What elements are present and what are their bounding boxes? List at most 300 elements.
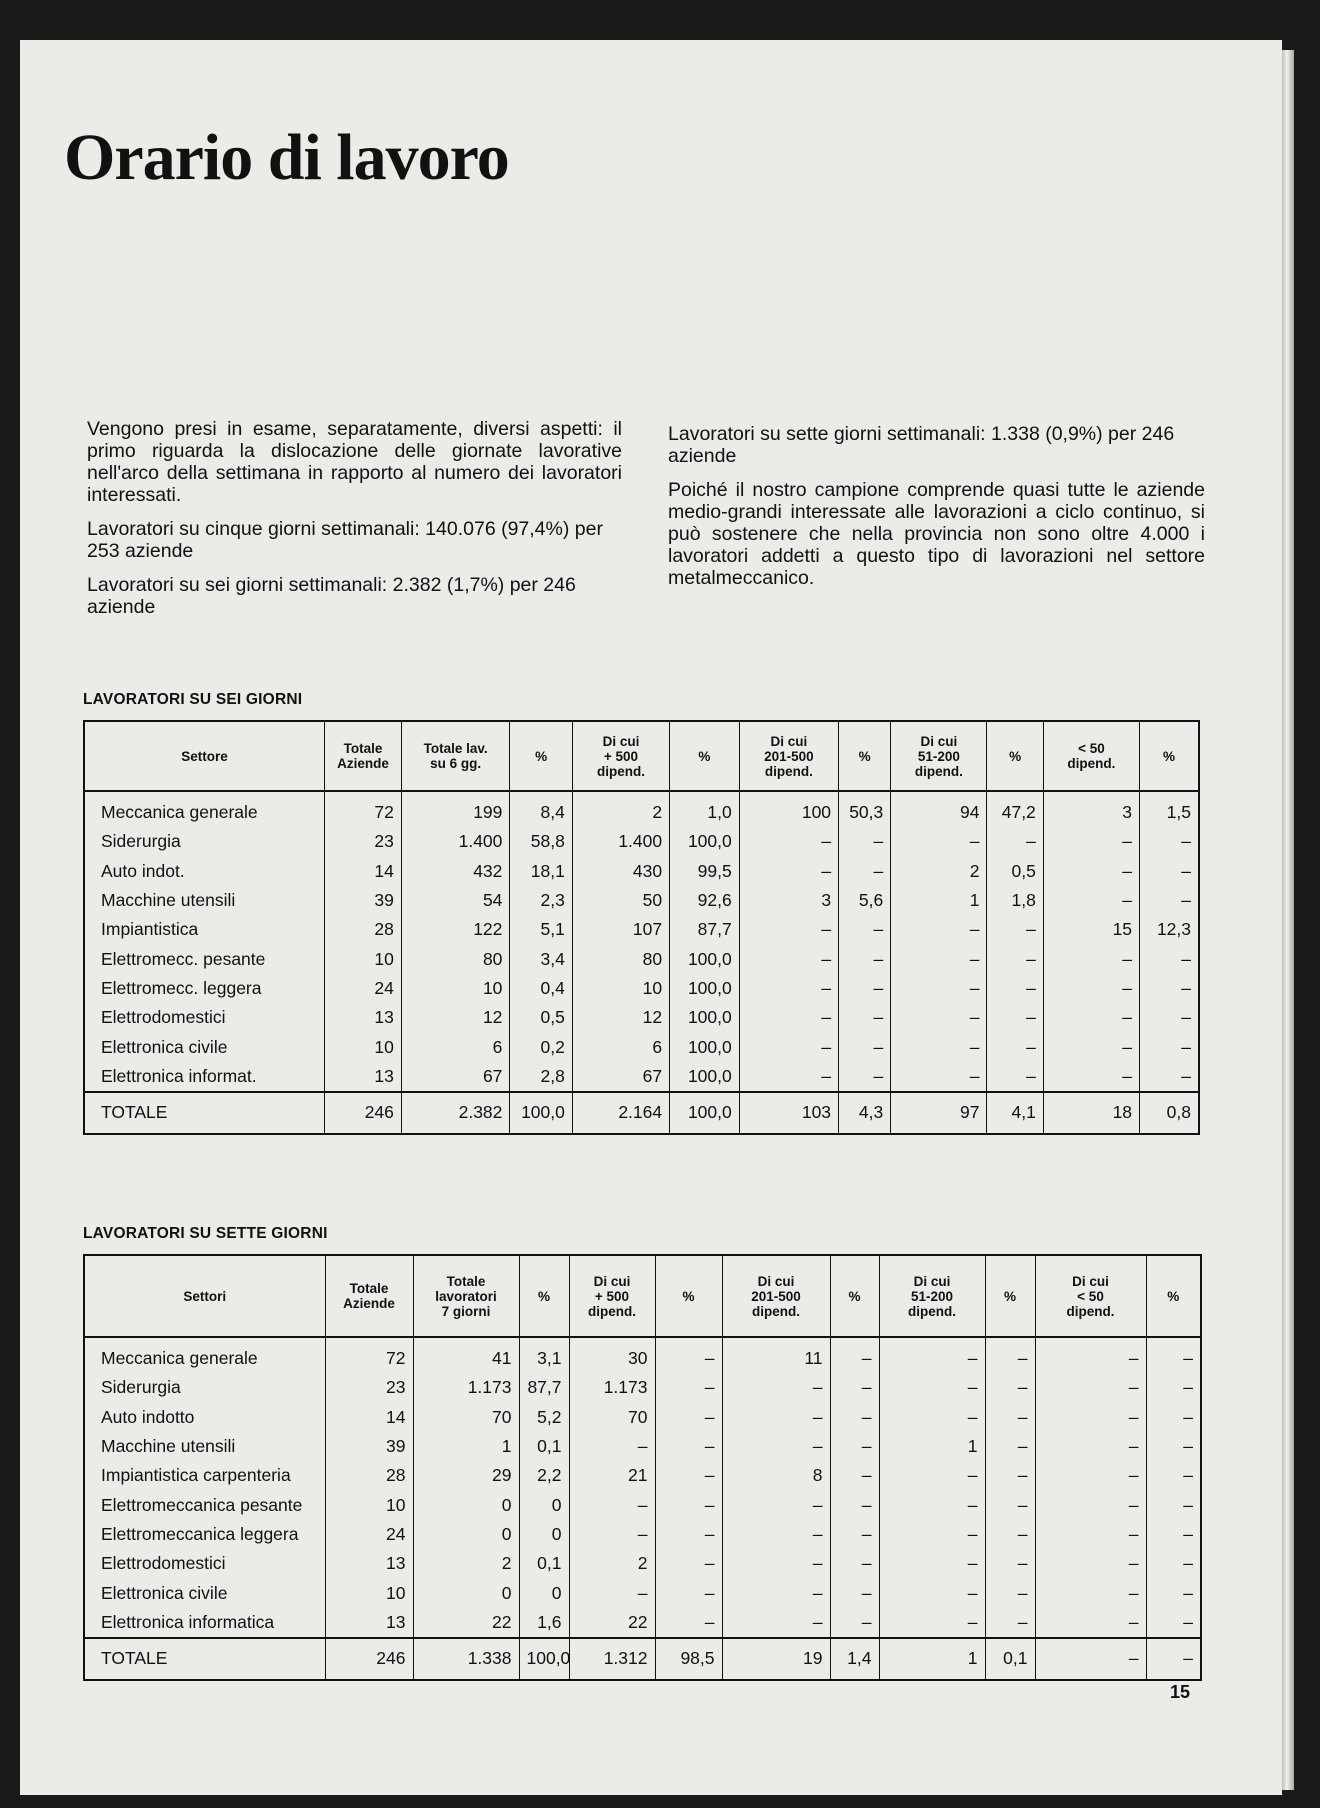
total-cell: –: [1146, 1638, 1201, 1680]
table-cell: 0,1: [519, 1432, 569, 1461]
table-row: [84, 1549, 1201, 1578]
table-row: [84, 886, 1199, 915]
seven-days-paragraph: Lavoratori su sette giorni settimanali: 1.338 (0,9%) per 246 aziende: [668, 423, 1175, 467]
column-header: %: [830, 1255, 879, 1337]
total-cell: 18: [1043, 1092, 1139, 1134]
table-row: [84, 974, 1199, 1003]
total-cell: 1,4: [830, 1638, 879, 1680]
row-label: Elettronica informat.: [101, 1065, 257, 1086]
table-cell: –: [739, 974, 838, 1003]
table-cell: –: [1146, 1403, 1201, 1432]
table-cell: 3,4: [510, 944, 572, 973]
table-cell: 67: [401, 1062, 510, 1092]
table-cell: –: [1146, 1549, 1201, 1578]
table-cell: –: [879, 1490, 985, 1519]
five-days-paragraph: Lavoratori su cinque giorni settimanali: 140.076 (97,4%) per 253 aziende: [87, 518, 603, 562]
table-seven-days: [83, 1254, 1202, 1681]
row-label: Meccanica generale: [101, 802, 258, 823]
total-row: [84, 1092, 1199, 1134]
table-cell: –: [569, 1520, 655, 1549]
column-header: Totale Aziende: [325, 721, 402, 791]
table-cell: 30: [569, 1337, 655, 1373]
table-cell: –: [891, 827, 987, 856]
table-row: [84, 915, 1199, 944]
row-label: Siderurgia: [101, 1377, 181, 1398]
table-cell: –: [1146, 1608, 1201, 1638]
row-label: Meccanica generale: [101, 1348, 258, 1369]
table-cell: 13: [325, 1062, 402, 1092]
table-cell: 2,8: [510, 1062, 572, 1092]
table-cell: –: [722, 1403, 830, 1432]
table-cell: –: [1043, 886, 1139, 915]
column-header: Totale Aziende: [325, 1255, 413, 1337]
table-cell: 72: [325, 791, 402, 827]
table-cell: 70: [569, 1403, 655, 1432]
table-cell: –: [830, 1578, 879, 1607]
table-cell: –: [1035, 1373, 1146, 1402]
table-cell: 54: [401, 886, 510, 915]
table-cell: –: [722, 1578, 830, 1607]
table-cell: –: [839, 915, 891, 944]
total-cell: 2.164: [572, 1092, 669, 1134]
table-cell: –: [655, 1337, 722, 1373]
table-row: [84, 827, 1199, 856]
table-six-days-caption: LAVORATORI SU SEI GIORNI: [83, 691, 303, 708]
table-cell: –: [987, 827, 1043, 856]
column-header: %: [839, 721, 891, 791]
table-cell: –: [985, 1337, 1035, 1373]
table-row: [84, 1003, 1199, 1032]
table-row: [84, 1608, 1201, 1638]
table-cell: 0: [413, 1490, 519, 1519]
table-cell: 0,5: [987, 857, 1043, 886]
table-cell: 28: [325, 915, 402, 944]
table-cell: 41: [413, 1337, 519, 1373]
six-days-paragraph: Lavoratori su sei giorni settimanali: 2.382 (1,7%) per 246 aziende: [87, 574, 576, 618]
table-cell: –: [722, 1520, 830, 1549]
table-cell: –: [879, 1403, 985, 1432]
table-cell: 0: [413, 1578, 519, 1607]
table-cell: 1: [891, 886, 987, 915]
table-cell: –: [985, 1461, 1035, 1490]
table-cell: 58,8: [510, 827, 572, 856]
table-cell: 0,5: [510, 1003, 572, 1032]
table-cell: 94: [891, 791, 987, 827]
table-cell: –: [891, 974, 987, 1003]
page-number: 15: [1170, 1682, 1191, 1702]
table-cell: 18,1: [510, 857, 572, 886]
column-header: Totale lavoratori 7 giorni: [413, 1255, 519, 1337]
table-cell: 10: [401, 974, 510, 1003]
left-column: [87, 418, 622, 630]
table-cell: 12: [401, 1003, 510, 1032]
row-label: Auto indot.: [101, 860, 185, 881]
total-cell: 19: [722, 1638, 830, 1680]
table-cell: 22: [413, 1608, 519, 1638]
table-cell: 11: [722, 1337, 830, 1373]
table-cell: 1.173: [569, 1373, 655, 1402]
table-cell: –: [830, 1373, 879, 1402]
table-cell: 2: [572, 791, 669, 827]
table-cell: –: [1146, 1461, 1201, 1490]
row-label: Elettromeccanica leggera: [101, 1523, 299, 1544]
table-cell: –: [879, 1520, 985, 1549]
table-cell: 14: [325, 1403, 413, 1432]
table-cell: 430: [572, 857, 669, 886]
table-cell: 6: [401, 1032, 510, 1061]
total-cell: 100,0: [519, 1638, 569, 1680]
table-cell: –: [891, 915, 987, 944]
row-label: Macchine utensili: [101, 890, 236, 911]
table-cell: –: [891, 1032, 987, 1061]
table-cell: 39: [325, 886, 402, 915]
table-cell: –: [655, 1520, 722, 1549]
table-cell: 29: [413, 1461, 519, 1490]
table-cell: –: [722, 1549, 830, 1578]
table-cell: 0,1: [519, 1549, 569, 1578]
table-six-days: [83, 720, 1200, 1135]
table-cell: 6: [572, 1032, 669, 1061]
table-cell: 0: [413, 1520, 519, 1549]
row-label: Elettrodomestici: [101, 1553, 226, 1574]
intro-paragraph: Vengono presi in esame, separatamente, diversi aspetti: il primo riguarda la dislocazione delle giornate lavorative nell'arco della settimana in rapporto al numero dei lavoratori interessati.: [87, 418, 622, 506]
table-cell: –: [891, 1003, 987, 1032]
table-cell: 22: [569, 1608, 655, 1638]
table-cell: 80: [572, 944, 669, 973]
table-cell: 3: [739, 886, 838, 915]
column-header: %: [987, 721, 1043, 791]
table-cell: 24: [325, 1520, 413, 1549]
table-cell: 2: [413, 1549, 519, 1578]
column-header: Totale lav. su 6 gg.: [401, 721, 510, 791]
total-label: TOTALE: [84, 1638, 325, 1680]
table-cell: –: [739, 1003, 838, 1032]
column-header: < 50 dipend.: [1043, 721, 1139, 791]
table-cell: 0,4: [510, 974, 572, 1003]
table-cell: –: [985, 1490, 1035, 1519]
table-cell: –: [830, 1432, 879, 1461]
table-cell: –: [839, 1003, 891, 1032]
table-cell: –: [1043, 1062, 1139, 1092]
table-cell: –: [985, 1520, 1035, 1549]
column-header: %: [510, 721, 572, 791]
table-cell: –: [1043, 974, 1139, 1003]
table-cell: 100,0: [670, 1032, 740, 1061]
table-cell: 47,2: [987, 791, 1043, 827]
table-cell: –: [879, 1337, 985, 1373]
table-cell: –: [879, 1578, 985, 1607]
table-cell: 12: [572, 1003, 669, 1032]
table-cell: 1.173: [413, 1373, 519, 1402]
table-cell: –: [987, 944, 1043, 973]
table-cell: 1.400: [572, 827, 669, 856]
table-cell: –: [739, 915, 838, 944]
table-cell: –: [879, 1373, 985, 1402]
table-cell: 28: [325, 1461, 413, 1490]
table-cell: –: [739, 827, 838, 856]
table-cell: –: [1035, 1490, 1146, 1519]
table-cell: 10: [325, 1032, 402, 1061]
table-cell: –: [830, 1403, 879, 1432]
table-cell: –: [1043, 827, 1139, 856]
table-cell: –: [830, 1549, 879, 1578]
table-cell: –: [1035, 1337, 1146, 1373]
table-cell: –: [1035, 1403, 1146, 1432]
table-row: [84, 1461, 1201, 1490]
table-cell: –: [1043, 1003, 1139, 1032]
table-cell: –: [722, 1432, 830, 1461]
table-cell: 15: [1043, 915, 1139, 944]
table-cell: –: [1035, 1520, 1146, 1549]
table-cell: 1: [413, 1432, 519, 1461]
column-header: Settore: [84, 721, 325, 791]
table-cell: 70: [413, 1403, 519, 1432]
table-row: [84, 1520, 1201, 1549]
column-header: Di cui + 500 dipend.: [569, 1255, 655, 1337]
total-cell: –: [1035, 1638, 1146, 1680]
table-cell: 0: [519, 1578, 569, 1607]
table-cell: –: [1146, 1373, 1201, 1402]
table-cell: 10: [325, 1578, 413, 1607]
table-cell: –: [839, 1032, 891, 1061]
table-cell: –: [1140, 974, 1199, 1003]
table-cell: 10: [325, 1490, 413, 1519]
row-label: Elettromecc. pesante: [101, 948, 266, 969]
table-cell: –: [985, 1403, 1035, 1432]
table-cell: –: [987, 915, 1043, 944]
total-cell: 1: [879, 1638, 985, 1680]
table-row: [84, 944, 1199, 973]
table-cell: –: [839, 1062, 891, 1092]
row-label: Impiantistica: [101, 919, 199, 940]
table-cell: 5,2: [519, 1403, 569, 1432]
table-cell: –: [985, 1608, 1035, 1638]
total-label: TOTALE: [84, 1092, 325, 1134]
table-cell: 50,3: [839, 791, 891, 827]
table-row: [84, 1578, 1201, 1607]
total-cell: 1.338: [413, 1638, 519, 1680]
total-cell: 103: [739, 1092, 838, 1134]
row-label: Auto indotto: [101, 1406, 195, 1427]
table-cell: 67: [572, 1062, 669, 1092]
table-cell: 107: [572, 915, 669, 944]
table-cell: –: [655, 1549, 722, 1578]
table-cell: 0,2: [510, 1032, 572, 1061]
table-cell: –: [830, 1461, 879, 1490]
table-cell: 100: [739, 791, 838, 827]
table-cell: 100,0: [670, 944, 740, 973]
table-cell: –: [987, 1003, 1043, 1032]
table-cell: –: [655, 1461, 722, 1490]
table-cell: –: [879, 1461, 985, 1490]
table-cell: –: [985, 1432, 1035, 1461]
table-cell: –: [1140, 857, 1199, 886]
table-cell: –: [985, 1578, 1035, 1607]
table-cell: –: [1146, 1490, 1201, 1519]
table-cell: 24: [325, 974, 402, 1003]
table-cell: –: [830, 1337, 879, 1373]
table-cell: 23: [325, 827, 402, 856]
column-header: %: [655, 1255, 722, 1337]
column-header: %: [985, 1255, 1035, 1337]
table-cell: 432: [401, 857, 510, 886]
table-seven-days-caption: LAVORATORI SU SETTE GIORNI: [83, 1225, 328, 1242]
table-row: [84, 1432, 1201, 1461]
table-row: [84, 1062, 1199, 1092]
column-header: %: [1146, 1255, 1201, 1337]
table-cell: –: [569, 1490, 655, 1519]
table-cell: –: [1035, 1432, 1146, 1461]
table-cell: 1,0: [670, 791, 740, 827]
table-cell: –: [830, 1608, 879, 1638]
table-cell: –: [830, 1490, 879, 1519]
row-label: Elettronica informatica: [101, 1611, 275, 1632]
table-cell: 100,0: [670, 1003, 740, 1032]
table-cell: –: [879, 1549, 985, 1578]
table-row: [84, 1373, 1201, 1402]
table-cell: –: [1043, 944, 1139, 973]
table-cell: –: [839, 827, 891, 856]
table-cell: –: [739, 857, 838, 886]
table-cell: 5,1: [510, 915, 572, 944]
table-cell: 72: [325, 1337, 413, 1373]
table-cell: 87,7: [670, 915, 740, 944]
table-cell: 0: [519, 1490, 569, 1519]
table-cell: –: [839, 857, 891, 886]
table-cell: –: [830, 1520, 879, 1549]
table-cell: –: [655, 1490, 722, 1519]
table-cell: –: [1043, 857, 1139, 886]
table-cell: 122: [401, 915, 510, 944]
table-cell: –: [739, 1062, 838, 1092]
right-column: [668, 423, 1205, 601]
table-cell: –: [1140, 827, 1199, 856]
column-header: Di cui 51-200 dipend.: [879, 1255, 985, 1337]
table-cell: 8: [722, 1461, 830, 1490]
table-cell: –: [569, 1432, 655, 1461]
total-cell: 98,5: [655, 1638, 722, 1680]
total-cell: 0,8: [1140, 1092, 1199, 1134]
total-cell: 1.312: [569, 1638, 655, 1680]
table-cell: –: [569, 1578, 655, 1607]
table-cell: 0: [519, 1520, 569, 1549]
table-row: [84, 1032, 1199, 1061]
total-cell: 246: [325, 1638, 413, 1680]
row-label: Siderurgia: [101, 831, 181, 852]
table-cell: –: [1035, 1549, 1146, 1578]
table-cell: 2: [569, 1549, 655, 1578]
table-cell: 1,8: [987, 886, 1043, 915]
table-row: [84, 857, 1199, 886]
table-cell: –: [1140, 1003, 1199, 1032]
table-cell: 92,6: [670, 886, 740, 915]
page-edge: [1282, 50, 1294, 1790]
table-cell: 2: [891, 857, 987, 886]
table-cell: 80: [401, 944, 510, 973]
table-row: [84, 1403, 1201, 1432]
table-cell: –: [1140, 1062, 1199, 1092]
table-cell: 100,0: [670, 827, 740, 856]
table-cell: 10: [325, 944, 402, 973]
row-label: Impiantistica carpenteria: [101, 1465, 291, 1486]
table-cell: –: [739, 1032, 838, 1061]
table-cell: 99,5: [670, 857, 740, 886]
table-cell: –: [839, 974, 891, 1003]
table-cell: 3,1: [519, 1337, 569, 1373]
table-cell: 21: [569, 1461, 655, 1490]
table-cell: –: [839, 944, 891, 973]
row-label: Elettromecc. leggera: [101, 977, 262, 998]
table-cell: –: [1035, 1578, 1146, 1607]
table-cell: –: [1140, 886, 1199, 915]
table-cell: 10: [572, 974, 669, 1003]
table-cell: 1,5: [1140, 791, 1199, 827]
table-cell: –: [722, 1490, 830, 1519]
table-cell: 100,0: [670, 1062, 740, 1092]
table-cell: 13: [325, 1003, 402, 1032]
table-cell: –: [987, 1062, 1043, 1092]
total-cell: 100,0: [670, 1092, 740, 1134]
table-cell: –: [1035, 1461, 1146, 1490]
column-header: %: [519, 1255, 569, 1337]
table-cell: –: [985, 1373, 1035, 1402]
table-cell: 39: [325, 1432, 413, 1461]
table-cell: –: [722, 1373, 830, 1402]
table-cell: –: [655, 1403, 722, 1432]
total-cell: 97: [891, 1092, 987, 1134]
table-cell: 1,6: [519, 1608, 569, 1638]
total-cell: 246: [325, 1092, 402, 1134]
table-cell: 12,3: [1140, 915, 1199, 944]
table-row: [84, 1490, 1201, 1519]
table-cell: 8,4: [510, 791, 572, 827]
total-cell: 4,3: [839, 1092, 891, 1134]
table-cell: 3: [1043, 791, 1139, 827]
column-header: %: [670, 721, 740, 791]
table-cell: –: [1146, 1337, 1201, 1373]
table-cell: –: [1035, 1608, 1146, 1638]
table-cell: –: [722, 1608, 830, 1638]
table-cell: 50: [572, 886, 669, 915]
page-title: Orario di lavoro: [64, 121, 509, 194]
table-cell: –: [655, 1432, 722, 1461]
table-cell: 199: [401, 791, 510, 827]
table-cell: –: [985, 1549, 1035, 1578]
table-cell: –: [1146, 1520, 1201, 1549]
column-header: Di cui 201-500 dipend.: [739, 721, 838, 791]
table-row: [84, 1337, 1201, 1373]
table-cell: –: [1043, 1032, 1139, 1061]
row-label: Macchine utensili: [101, 1436, 236, 1457]
total-cell: 4,1: [987, 1092, 1043, 1134]
table-cell: –: [987, 974, 1043, 1003]
table-cell: 13: [325, 1608, 413, 1638]
table-cell: –: [879, 1608, 985, 1638]
total-cell: 2.382: [401, 1092, 510, 1134]
table-cell: –: [655, 1373, 722, 1402]
table-cell: 2,2: [519, 1461, 569, 1490]
table-cell: 13: [325, 1549, 413, 1578]
table-cell: 5,6: [839, 886, 891, 915]
column-header: Di cui 201-500 dipend.: [722, 1255, 830, 1337]
table-cell: 2,3: [510, 886, 572, 915]
row-label: Elettronica civile: [101, 1582, 228, 1603]
row-label: Elettronica civile: [101, 1036, 228, 1057]
total-cell: 100,0: [510, 1092, 572, 1134]
table-cell: –: [655, 1608, 722, 1638]
column-header: Settori: [84, 1255, 325, 1337]
table-cell: –: [1140, 1032, 1199, 1061]
